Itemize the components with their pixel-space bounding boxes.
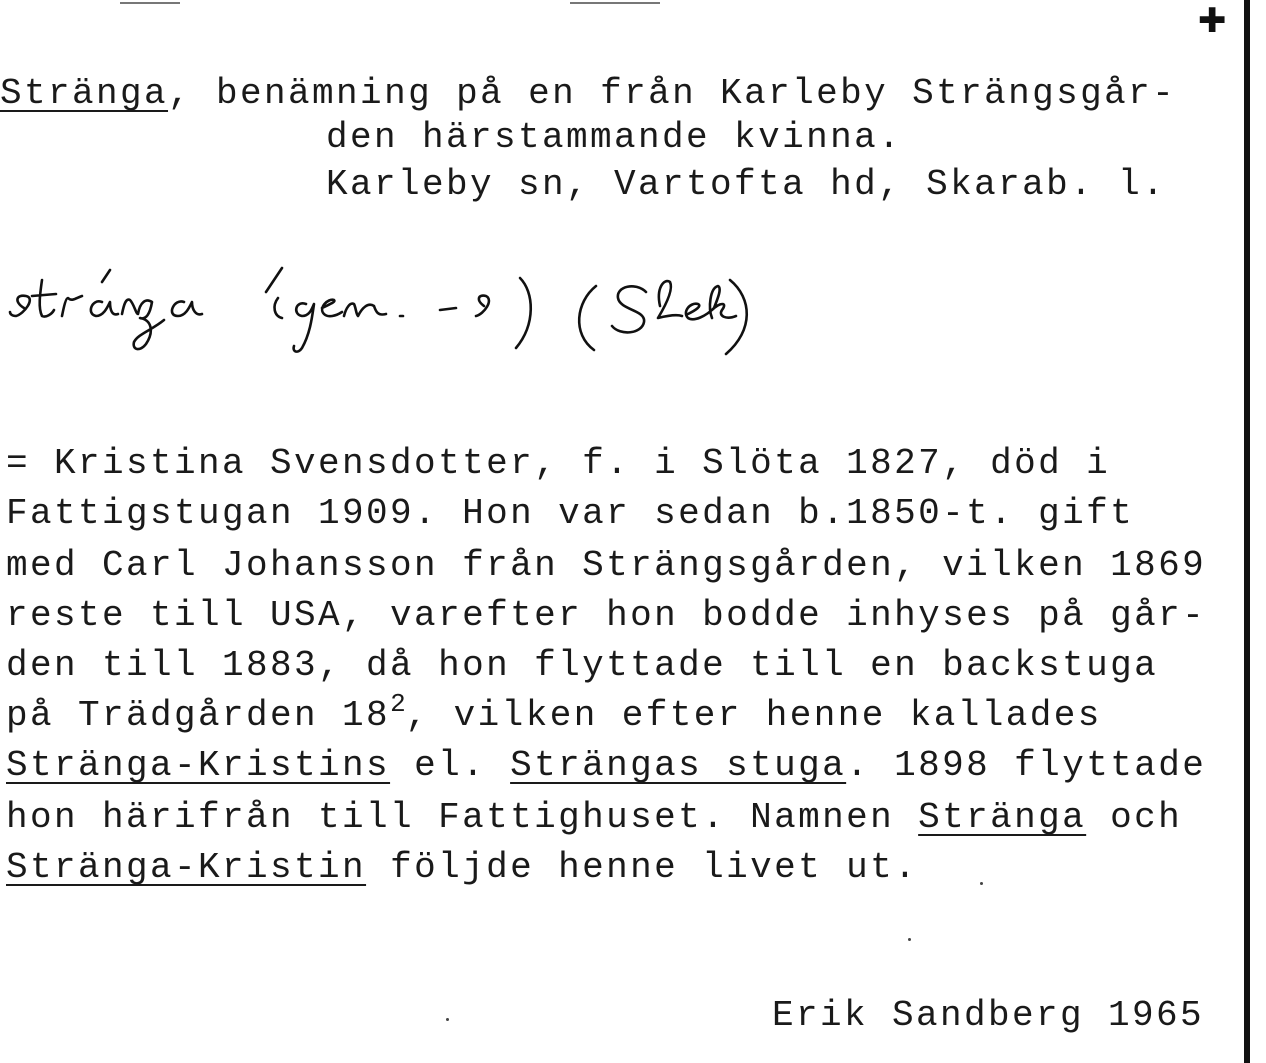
signature: Erik Sandberg 1965: [772, 995, 1205, 1036]
body-line-8-text: hon härifrån till Fattighuset. Namnen: [6, 797, 919, 838]
entry-header-line: [0, 72, 1176, 116]
scan-speck: [980, 882, 983, 885]
body-line-3: med Carl Johansson från Strängsgården, vilken 1869: [6, 545, 1207, 586]
cross-mark-icon: ✚: [1198, 1, 1227, 41]
name-strangas-stuga: Strängas stuga: [510, 745, 847, 786]
headword: Stränga: [0, 73, 169, 114]
body-line-4: reste till USA, varefter hon bodde inhyses på går-: [6, 595, 1207, 636]
handwritten-note-text: [10, 278, 666, 329]
body-line-6-rest: , vilken efter henne kallades: [405, 695, 1102, 736]
name-strangas-kristins: Stränga-Kristins: [6, 745, 391, 786]
body-line-6: [6, 689, 1102, 740]
scan-artifact-dash: [120, 2, 180, 4]
body-line-7-mid: el.: [390, 745, 511, 786]
body-line-5: den till 1883, då hon flyttade till en backstuga: [6, 645, 1159, 686]
body-line-8: [6, 796, 1182, 840]
card-right-edge: [1244, 0, 1250, 1063]
body-line-7-rest: . 1898 flyttade: [846, 745, 1207, 786]
definition-text: , benämning på en från Karleby Strängsgår-: [168, 73, 1177, 114]
name-stranga-kristin: Stränga-Kristin: [6, 847, 367, 888]
superscript-number: 2: [390, 689, 406, 719]
body-line-9: [6, 846, 918, 890]
definition-line-2: den härstammande kvinna.: [326, 117, 903, 158]
name-stranga: Stränga: [918, 797, 1087, 838]
body-line-2: Fattigstugan 1909. Hon var sedan b.1850-t. gift: [6, 493, 1135, 534]
scan-speck: [446, 1018, 449, 1021]
body-line-1: = Kristina Svensdotter, f. i Slöta 1827, död i: [6, 443, 1111, 484]
scan-speck: [908, 938, 911, 941]
location-line: Karleby sn, Vartofta hd, Skarab. l.: [326, 164, 1167, 205]
body-line-7: [6, 744, 1206, 788]
body-line-6-text: på Trädgården 18: [6, 695, 391, 736]
body-line-8-rest: och: [1086, 797, 1183, 838]
body-line-9-rest: följde henne livet ut.: [366, 847, 919, 888]
scan-artifact-dash: [570, 2, 660, 4]
